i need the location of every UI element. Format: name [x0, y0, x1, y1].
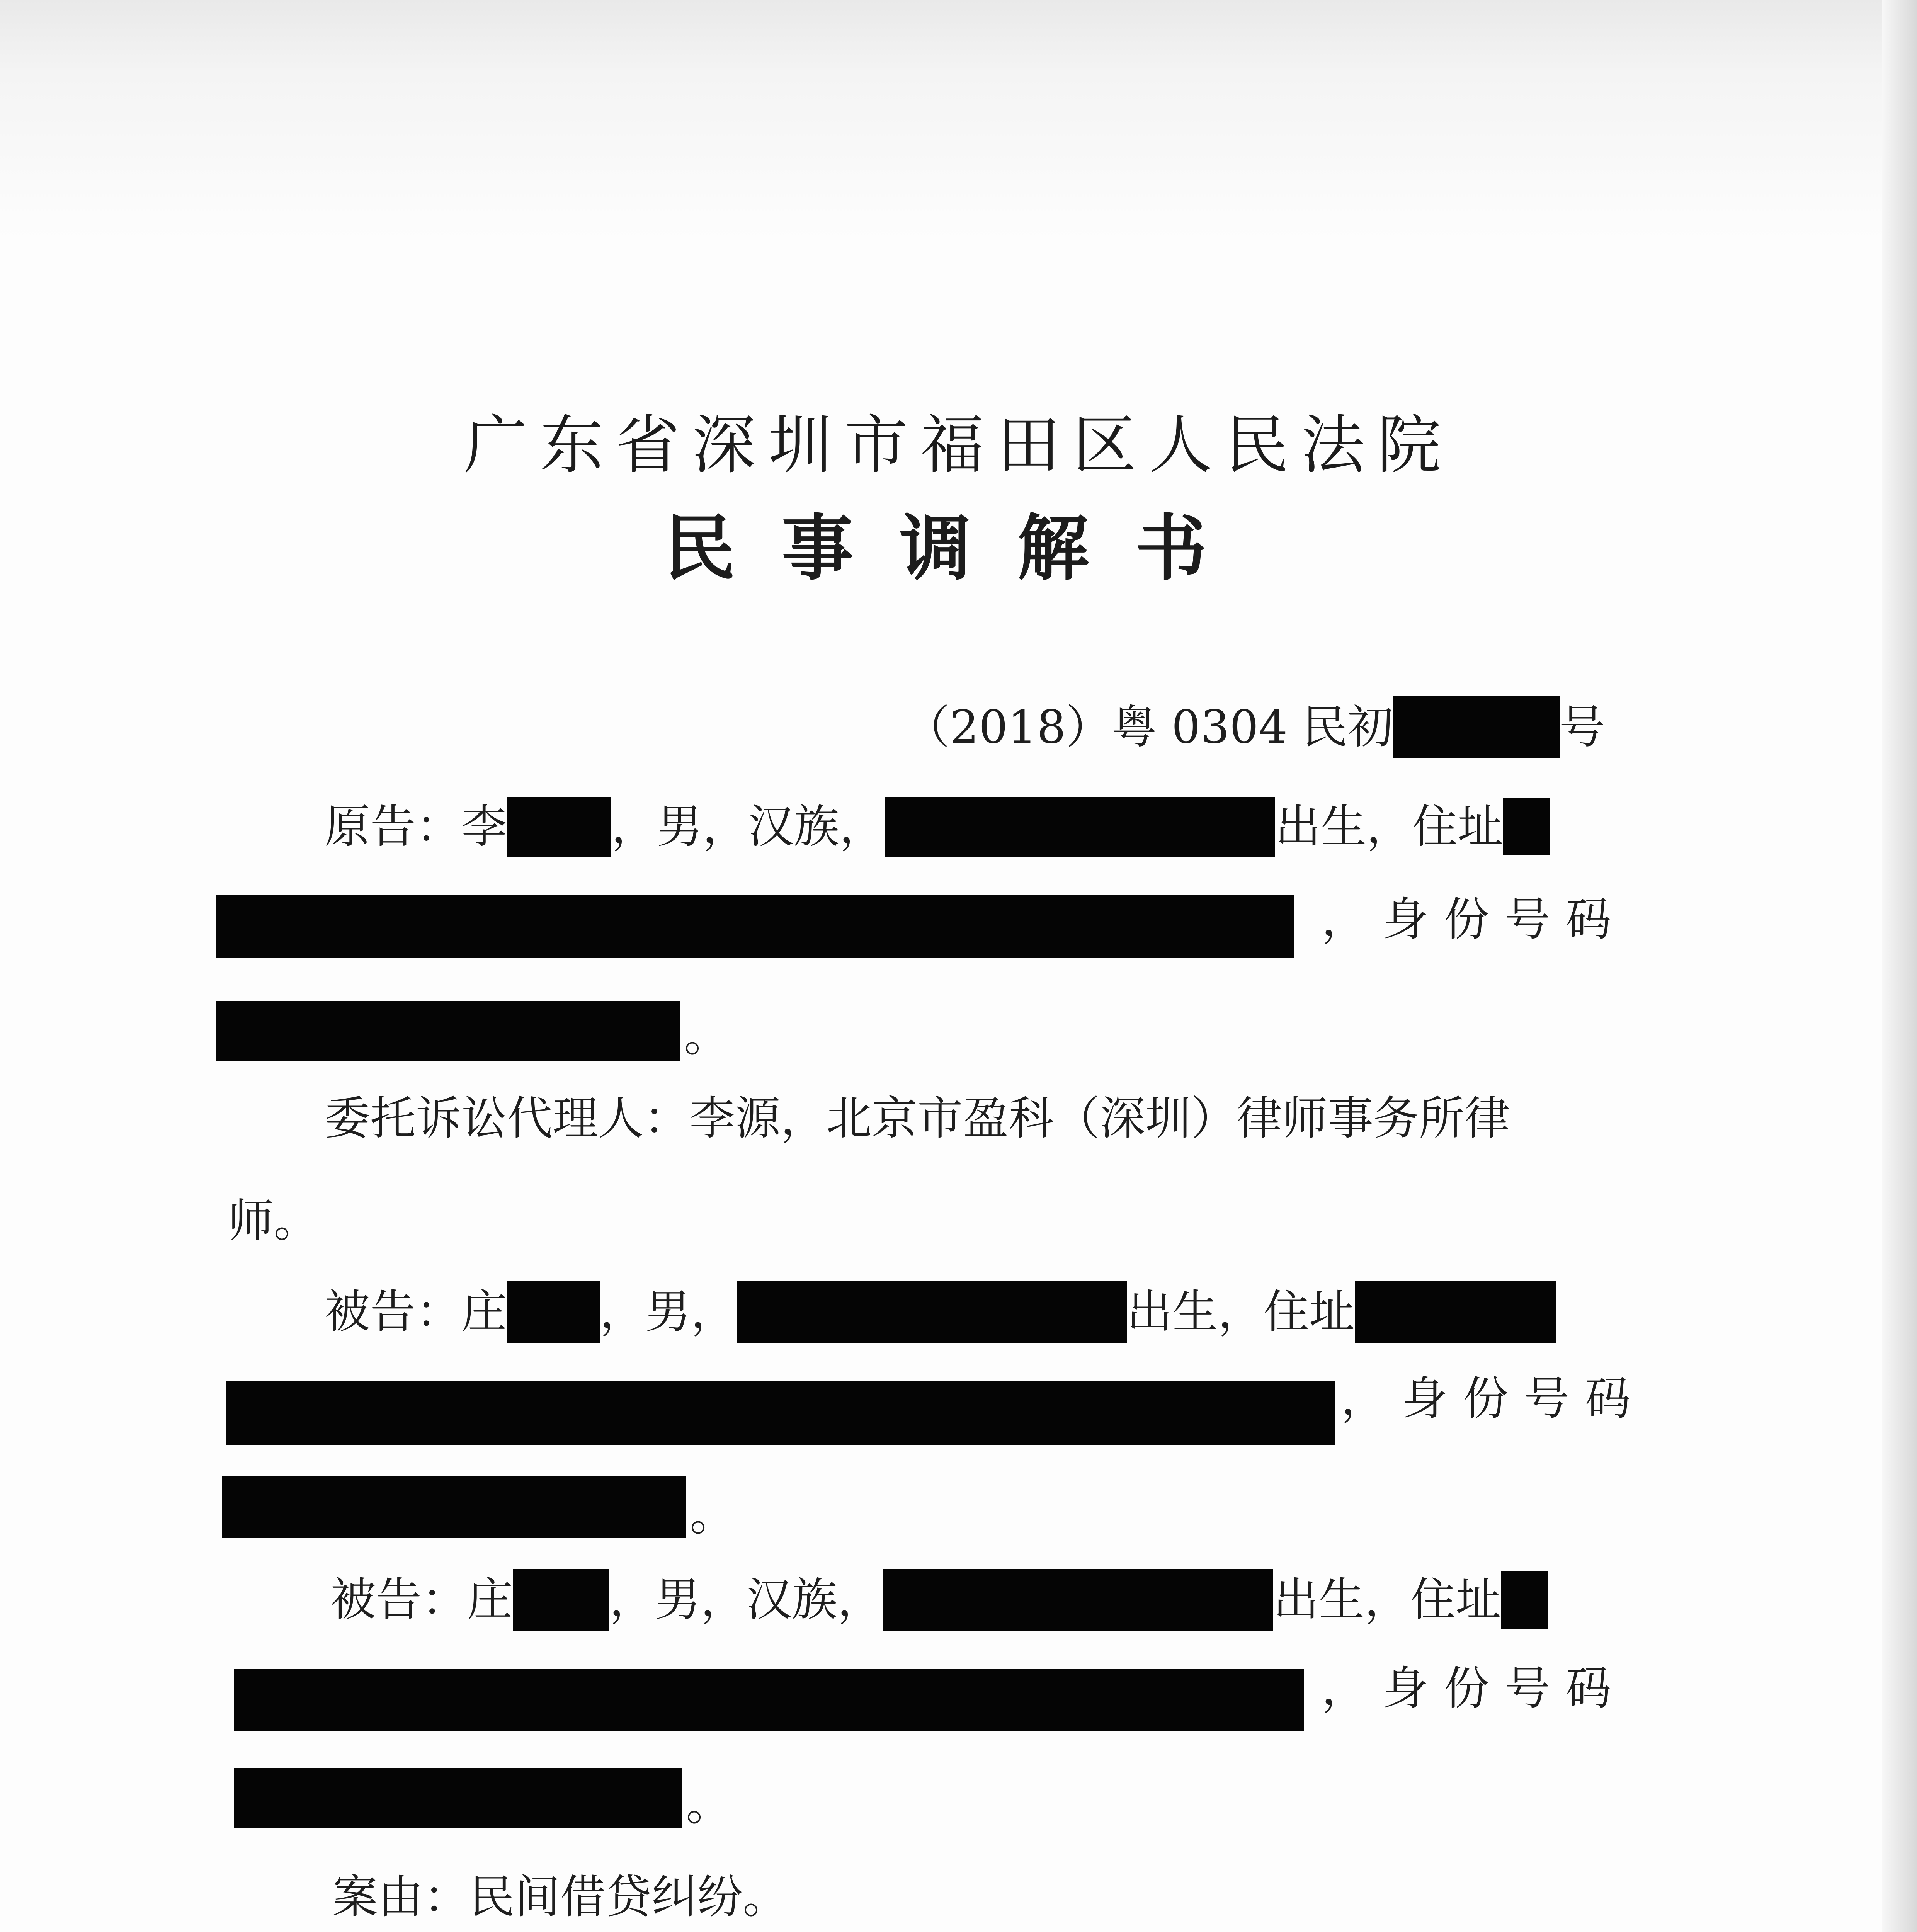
redaction-box [1355, 1281, 1556, 1343]
defendant2-line: 被告：庄 ，男，汉族， 出生，住址 [330, 1577, 1548, 1631]
document-type: 民事调解书 [664, 506, 1253, 590]
redaction-box [507, 797, 611, 857]
defendant1-end: 。 [690, 1488, 736, 1541]
redaction-box [1501, 1571, 1548, 1629]
redaction-box [513, 1569, 609, 1631]
defendant1-id-label: ，身份号码 [1341, 1372, 1647, 1425]
redaction-box [234, 1669, 1304, 1731]
defendant1-line: 被告：庄 ，男， 出生，住址 [325, 1289, 1556, 1343]
redaction-box [222, 1476, 686, 1538]
case-number: （2018）粤 0304 民初 号 [904, 704, 1605, 758]
court-name: 广东省深圳市福田区人民法院 [464, 408, 1453, 482]
defendant2-id-label: ，身份号码 [1322, 1662, 1627, 1715]
plaintiff-line: 原告：李 ，男，汉族， 出生，住址 [325, 804, 1550, 857]
redaction-box [737, 1281, 1127, 1343]
plaintiff-end: 。 [684, 1009, 730, 1062]
redaction-box [226, 1381, 1335, 1445]
agent-line-1: 委托诉讼代理人：李源，北京市盈科（深圳）律师事务所律 [325, 1092, 1510, 1145]
plaintiff-id-label: ，身份号码 [1322, 893, 1627, 946]
agent-line-2: 师。 [228, 1194, 320, 1247]
redaction-box [216, 895, 1294, 958]
redaction-box [1393, 696, 1560, 758]
defendant2-end: 。 [686, 1777, 732, 1831]
redaction-box [1503, 798, 1550, 855]
scan-shadow [0, 0, 1917, 240]
redaction-box [507, 1281, 600, 1343]
redaction-box [216, 1001, 680, 1061]
scan-edge [1882, 0, 1917, 1932]
case-cause: 案由：民间借贷纠纷。 [332, 1870, 789, 1923]
redaction-box [885, 797, 1275, 857]
redaction-box [883, 1569, 1273, 1631]
redaction-box [234, 1768, 682, 1828]
